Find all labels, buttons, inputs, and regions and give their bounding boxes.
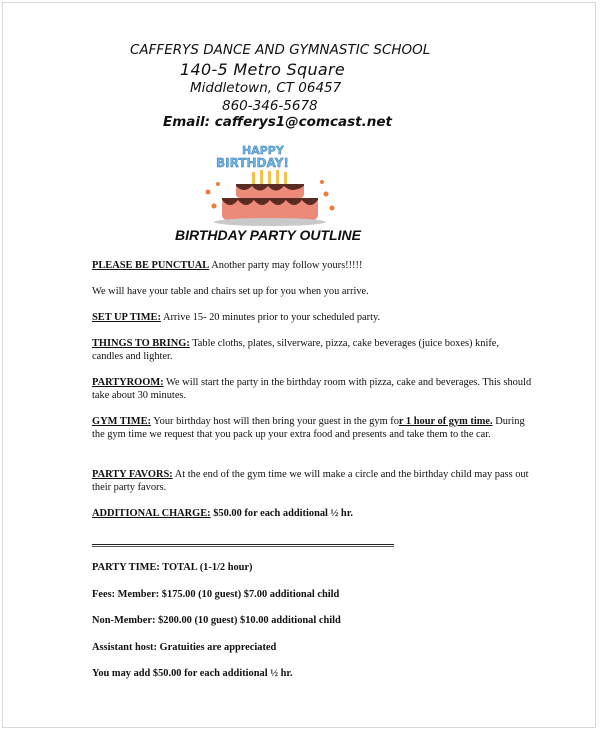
phone-number: 860-346-5678	[222, 98, 318, 114]
party-time-total: PARTY TIME: TOTAL (1-1/2 hour)	[92, 562, 253, 573]
partyroom-label: PARTYROOM:	[92, 377, 164, 388]
city-state-zip: Middletown, CT 06457	[190, 80, 342, 96]
charge-text: $50.00 for each additional ½ hr.	[210, 508, 353, 519]
favors-text: At the end of the gym time we will make a circle and the birthday child may pass out their party favors.	[92, 469, 529, 493]
birthday-cake-icon	[200, 140, 340, 230]
partyroom-text: We will start the party in the birthday room with pizza, cake and beverages. This should take about 30 minutes.	[92, 377, 532, 401]
page-title: BIRTHDAY PARTY OUTLINE	[175, 227, 361, 243]
school-name: CAFFERYS DANCE AND GYMNASTIC SCHOOL	[130, 42, 431, 58]
member-fees: Fees: Member: $175.00 (10 guest) $7.00 additional child	[92, 589, 340, 600]
charge-paragraph	[92, 507, 532, 520]
gym-text-continued: During the gym time we request that you pack up your extra food and presents and take them to the car.	[92, 416, 525, 440]
banner-text-happy: HAPPY	[242, 144, 284, 157]
setup-text: Arrive 15- 20 minutes prior to your scheduled party.	[160, 312, 381, 323]
cake-plate	[214, 218, 326, 226]
gym-text: Your birthday host will then bring your guest in the gym fo	[150, 416, 399, 427]
street-address: 140-5 Metro Square	[180, 60, 346, 79]
partyroom-paragraph	[92, 376, 532, 402]
assistant-host: Assistant host: Gratuities are appreciated	[92, 642, 277, 653]
bring-paragraph	[92, 337, 532, 363]
nonmember-fees: Non-Member: $200.00 (10 guest) $10.00 additional child	[92, 615, 341, 626]
favors-label: PARTY FAVORS:	[92, 469, 173, 480]
gym-label: GYM TIME:	[92, 416, 151, 427]
bring-text: Table cloths, plates, silverware, pizza, cake beverages (juice boxes) knife, candles and lighter.	[92, 338, 500, 362]
setup-label: SET UP TIME:	[92, 312, 161, 323]
gym-paragraph	[92, 415, 532, 441]
charge-label: ADDITIONAL CHARGE:	[92, 508, 211, 519]
favors-paragraph	[92, 468, 532, 494]
punctual-label: PLEASE BE PUNCTUAL	[92, 260, 210, 271]
tables-paragraph: We will have your table and chairs set up for you when you arrive.	[92, 286, 369, 297]
banner-text-birthday: BIRTHDAY!	[216, 156, 289, 170]
extra-time-note: You may add $50.00 for each additional ½ hr.	[92, 668, 293, 679]
bring-label: THINGS TO BRING:	[92, 338, 190, 349]
punctual-text: Another party may follow yours!!!!!	[209, 260, 363, 271]
candles	[252, 170, 287, 186]
punctual-paragraph	[92, 259, 532, 272]
divider-line-2	[92, 546, 394, 547]
setup-paragraph	[92, 311, 532, 324]
email-address: Email: cafferys1@comcast.net	[163, 114, 392, 130]
divider-line	[92, 544, 394, 545]
gym-time-highlight: r 1 hour of gym time.	[398, 416, 493, 427]
